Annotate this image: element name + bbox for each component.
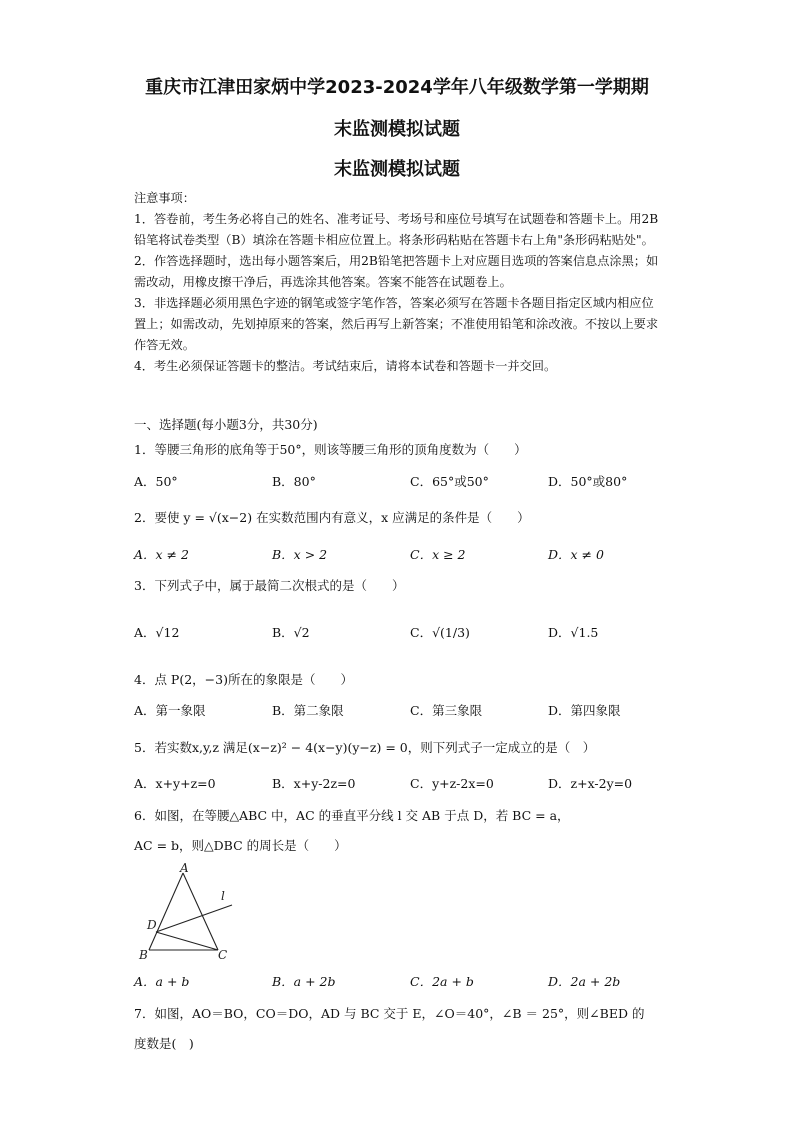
question-7-stem-line2: 度数是( ) xyxy=(134,1036,194,1051)
option-d: D．x ≠ 0 xyxy=(548,547,604,562)
page-subtitle-repeat: 末监测模拟试题 xyxy=(334,159,460,180)
question-6-stem-line1: 6．如图，在等腰△ABC 中，AC 的垂直平分线 l 交 AB 于点 D，若 BC = a， xyxy=(134,808,570,823)
question-2-stem: 2．要使 y = √(x−2) 在实数范围内有意义，x 应满足的条件是（ ） xyxy=(134,510,530,525)
question-6-stem-line2: AC = b，则△DBC 的周长是（ ） xyxy=(134,838,347,853)
option-c: C．√(1/3) xyxy=(410,625,470,640)
page-subtitle: 末监测模拟试题 xyxy=(334,119,460,140)
option-b: B．x > 2 xyxy=(272,547,328,562)
question-1-stem: 1．等腰三角形的底角等于50°，则该等腰三角形的顶角度数为（ ） xyxy=(134,442,527,457)
option-b: B．80° xyxy=(272,474,316,489)
option-b: B．第二象限 xyxy=(272,703,344,718)
option-b: B．√2 xyxy=(272,625,310,640)
question-7-stem-line1: 7．如图，AO＝BO，CO＝DO，AD 与 BC 交于 E，∠O＝40°，∠B ＝ 25°，则∠BED 的 xyxy=(134,1006,645,1021)
label-d: D xyxy=(147,918,157,932)
triangle-figure xyxy=(134,862,244,962)
question-5-stem: 5．若实数x,y,z 满足(x−z)² − 4(x−y)(y−z) = 0，则下列式子一定成立的是（ ） xyxy=(134,740,596,755)
option-a: A．50° xyxy=(134,474,178,489)
question-6-options xyxy=(134,972,674,994)
question-4-stem: 4．点 P(2，−3)所在的象限是（ ） xyxy=(134,672,353,687)
option-a: A．第一象限 xyxy=(134,703,206,718)
option-a: A．x ≠ 2 xyxy=(134,547,189,562)
notes-block xyxy=(134,188,664,377)
question-3-stem: 3．下列式子中，属于最简二次根式的是（ ） xyxy=(134,578,405,593)
question-4-options xyxy=(134,701,674,723)
option-b: B．a + 2b xyxy=(272,974,336,989)
option-c: C．y+z-2x=0 xyxy=(410,776,494,791)
option-a: A．x+y+z=0 xyxy=(134,776,216,791)
section-heading: 一、选择题(每小题3分，共30分) xyxy=(134,417,318,432)
question-5-options xyxy=(134,774,674,796)
option-a: A．√12 xyxy=(134,625,180,640)
page-title: 重庆市江津田家炳中学2023-2024学年八年级数学第一学期期 xyxy=(145,77,649,98)
option-c: C．x ≥ 2 xyxy=(410,547,466,562)
option-d: D．z+x-2y=0 xyxy=(548,776,633,791)
option-c: C．2a + b xyxy=(410,974,474,989)
question-3-options xyxy=(134,623,674,645)
label-a: A xyxy=(180,862,189,875)
notes-heading: 注意事项： xyxy=(134,191,195,205)
option-b: B．x+y-2z=0 xyxy=(272,776,356,791)
label-l: l xyxy=(221,889,225,903)
question-1-options xyxy=(134,472,674,494)
label-b: B xyxy=(139,948,148,962)
option-d: D．第四象限 xyxy=(548,703,621,718)
option-d: D．√1.5 xyxy=(548,625,599,640)
note-item: 3．非选择题必须用黑色字迹的钢笔或签字笔作答，答案必须写在答题卡各题目指定区域内相应位置上；如需改动，先划掉原来的答案，然后再写上新答案；不准使用铅笔和涂改液。不按以上要求作答无效。 xyxy=(134,296,659,352)
option-d: D．50°或80° xyxy=(548,474,628,489)
label-c: C xyxy=(218,948,228,962)
option-a: A．a + b xyxy=(134,974,190,989)
option-c: C．65°或50° xyxy=(410,474,489,489)
option-d: D．2a + 2b xyxy=(548,974,621,989)
option-c: C．第三象限 xyxy=(410,703,483,718)
note-item: 4．考生必须保证答题卡的整洁。考试结束后，请将本试卷和答题卡一并交回。 xyxy=(134,359,557,373)
segment-dc xyxy=(156,932,218,950)
note-item: 2．作答选择题时，选出每小题答案后，用2B铅笔把答题卡上对应题目选项的答案信息点涂黑；如需改动，用橡皮擦干净后，再选涂其他答案。答案不能答在试题卷上。 xyxy=(134,254,659,289)
question-2-options xyxy=(134,545,674,567)
note-item: 1．答卷前，考生务必将自己的姓名、准考证号、考场号和座位号填写在试题卷和答题卡上。用2B铅笔将试卷类型（B）填涂在答题卡相应位置上。将条形码粘贴在答题卡右上角"条形码粘贴处"。 xyxy=(134,212,659,247)
